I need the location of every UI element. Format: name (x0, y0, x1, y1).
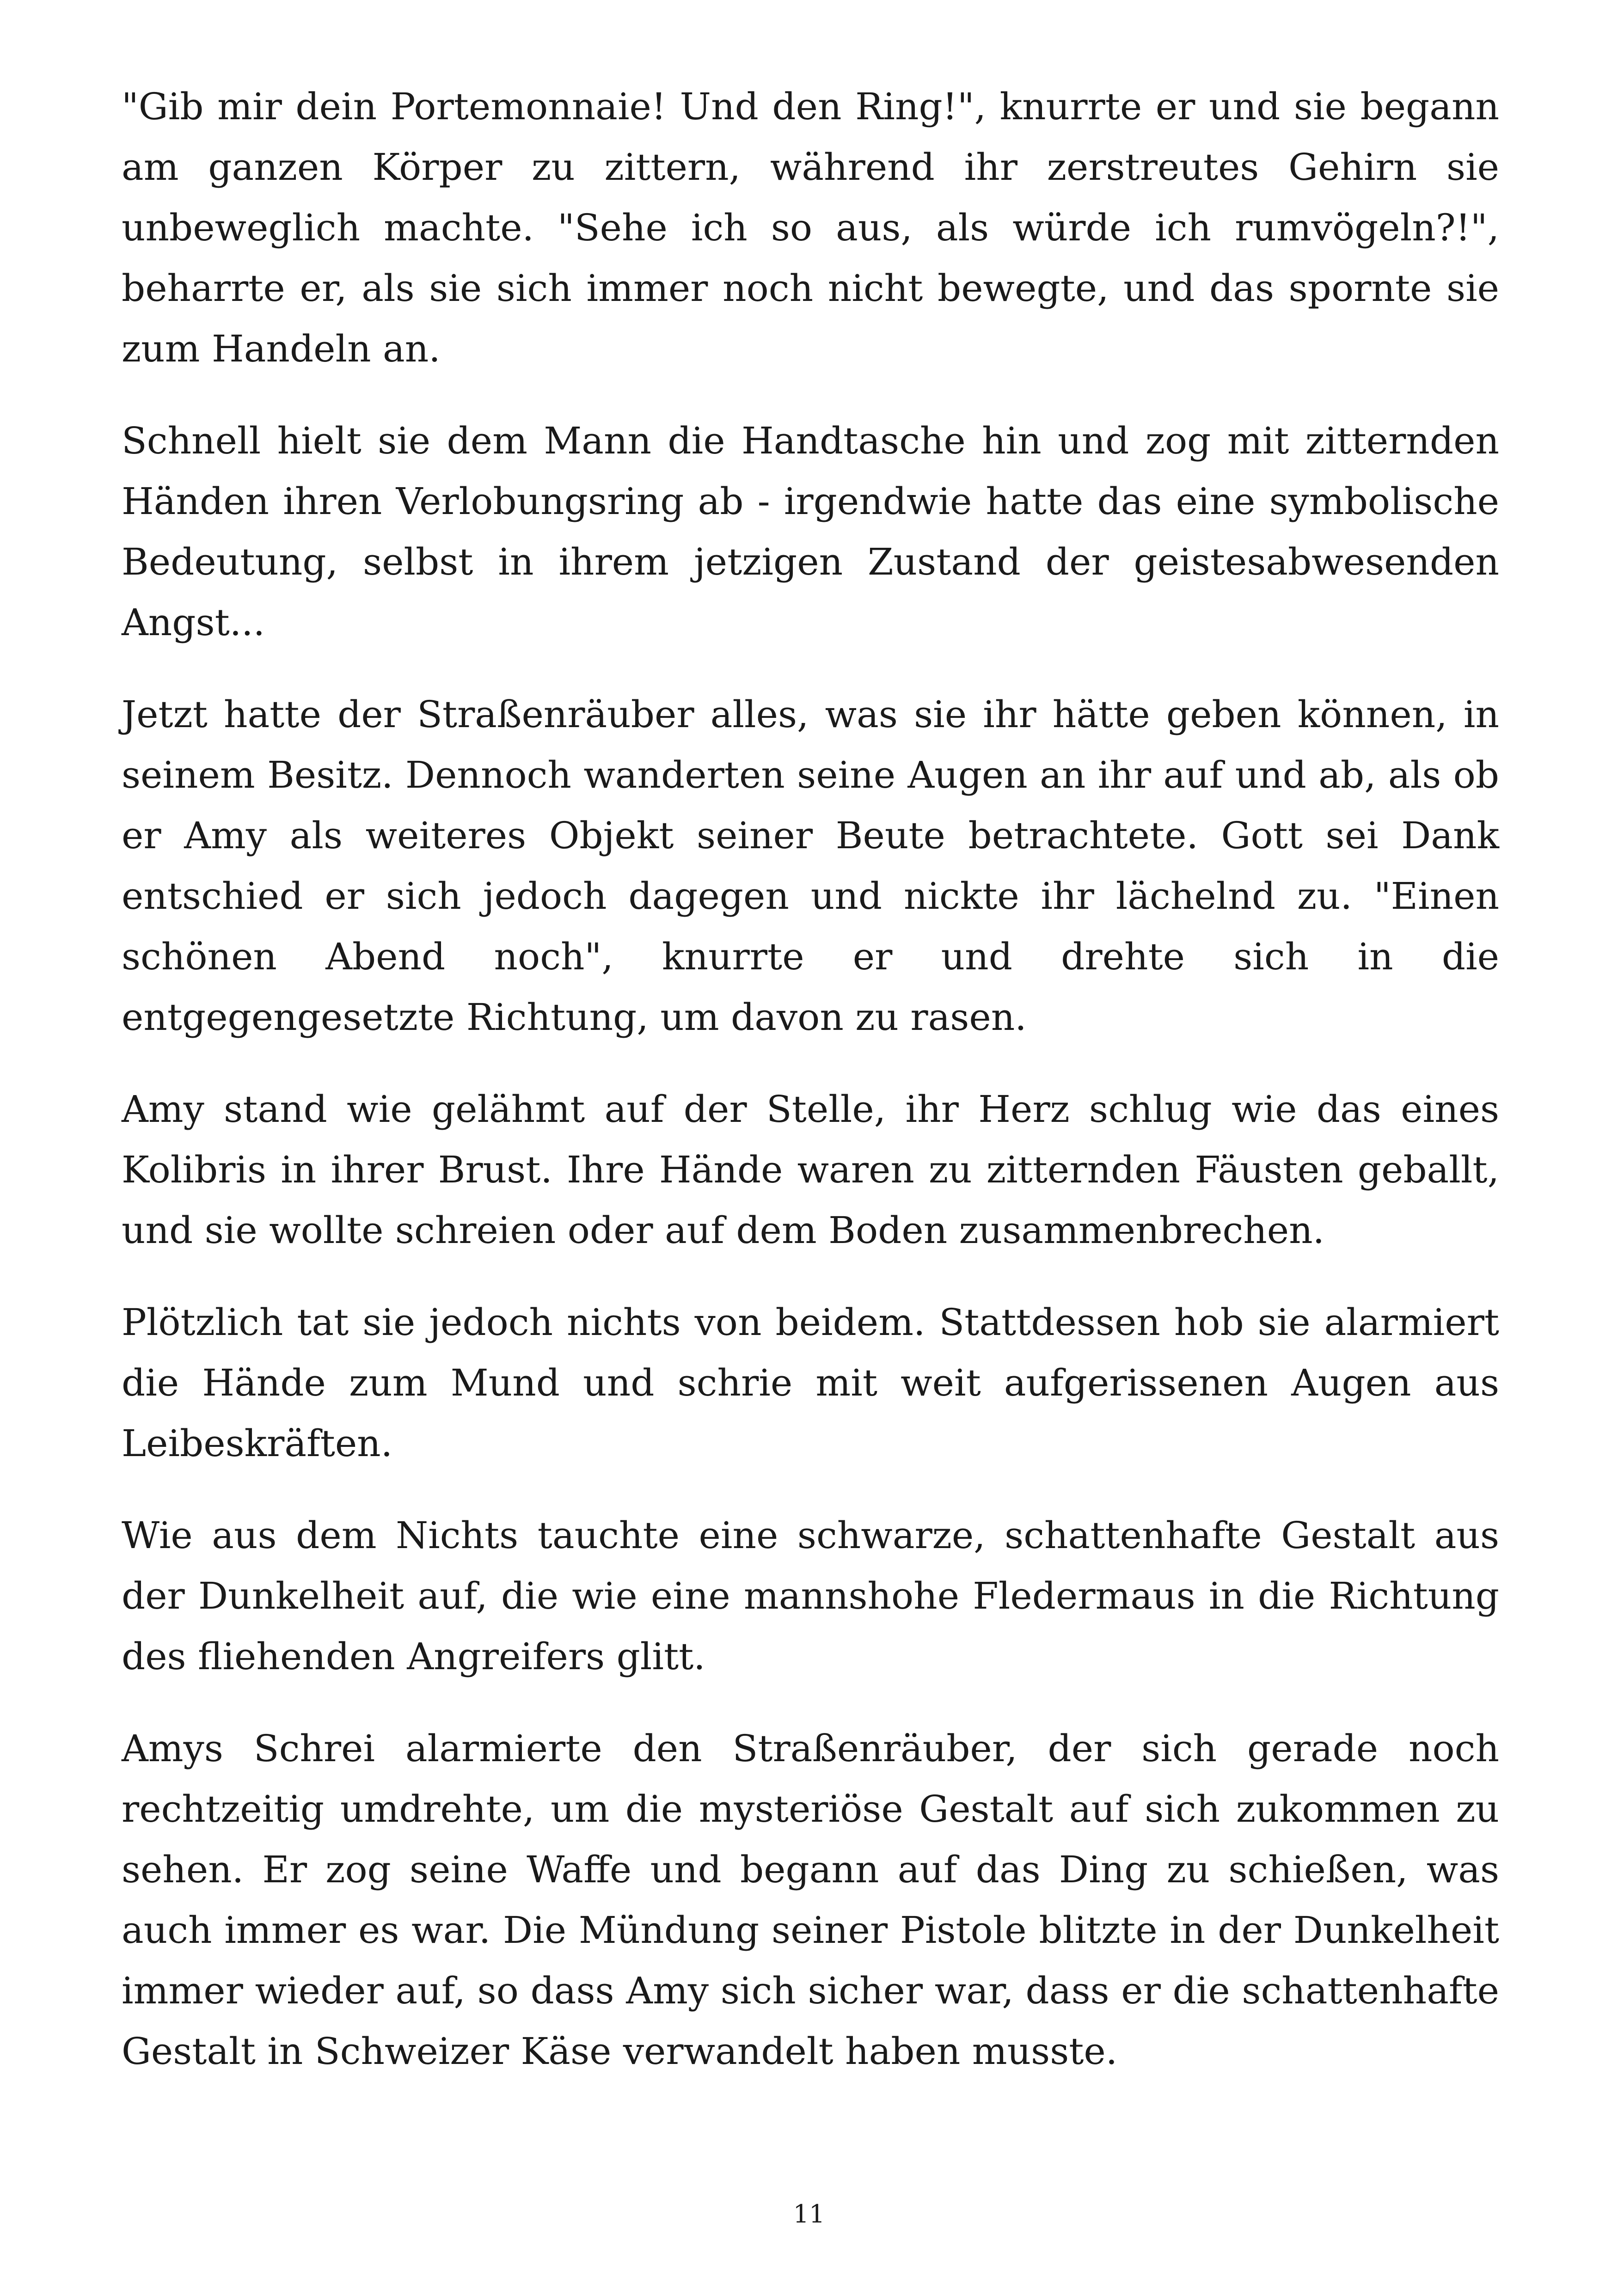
paragraph-2: Schnell hielt sie dem Mann die Handtasche hin und zog mit zitternden Händen ihren Verlobungsring ab - irgendwie hatte das eine symbolische Bedeutung, selbst in ihrem jetzigen Zustand der geistesabwesenden Angst... (122, 419, 1499, 644)
paragraph-5: Plötzlich tat sie jedoch nichts von beidem. Stattdessen hob sie alarmiert die Hände zum Mund und schrie mit weit aufgerissenen Augen aus Leibeskräften. (122, 1301, 1499, 1465)
paragraph-6: Wie aus dem Nichts tauchte eine schwarze, schattenhafte Gestalt aus der Dunkelheit auf, die wie eine mannshohe Fledermaus in die Richtung des fliehenden Angreifers glitt. (122, 1514, 1499, 1678)
paragraph-4: Amy stand wie gelähmt auf der Stelle, ihr Herz schlug wie das eines Kolibris in ihrer Brust. Ihre Hände waren zu zitternden Fäusten geballt, und sie wollte schreien oder auf dem Boden zusammenbrechen. (122, 1088, 1499, 1252)
page-number: 11 (793, 2199, 825, 2229)
paragraph-7: Amys Schrei alarmierte den Straßenräuber, der sich gerade noch rechtzeitig umdrehte, um die mysteriöse Gestalt auf sich zukommen zu sehen. Er zog seine Waffe und begann auf das Ding zu schießen, was auch immer es war. Die Mündung seiner Pistole blitzte in der Dunkelheit immer wieder auf, so dass Amy sich sicher war, dass er die schattenhafte Gestalt in Schweizer Käse verwandelt haben musste. (122, 1727, 1499, 2073)
paragraph-3: Jetzt hatte der Straßenräuber alles, was sie ihr hätte geben können, in seinem Besitz. Dennoch wanderten seine Augen an ihr auf und ab, als ob er Amy als weiteres Objekt seiner Beute betrachtete. Gott sei Dank entschied er sich jedoch dagegen und nickte ihr lächelnd zu. "Einen schönen Abend noch", knurrte er und drehte sich in die entgegengesetzte Richtung, um davon zu rasen. (122, 693, 1499, 1039)
paragraph-1: "Gib mir dein Portemonnaie! Und den Ring!", knurrte er und sie begann am ganzen Körper zu zittern, während ihr zerstreutes Gehirn sie unbeweglich machte. "Sehe ich so aus, als würde ich rumvögeln?!", beharrte er, als sie sich immer noch nicht bewegte, und das spornte sie zum Handeln an. (122, 85, 1499, 370)
body-text (122, 76, 1499, 2082)
